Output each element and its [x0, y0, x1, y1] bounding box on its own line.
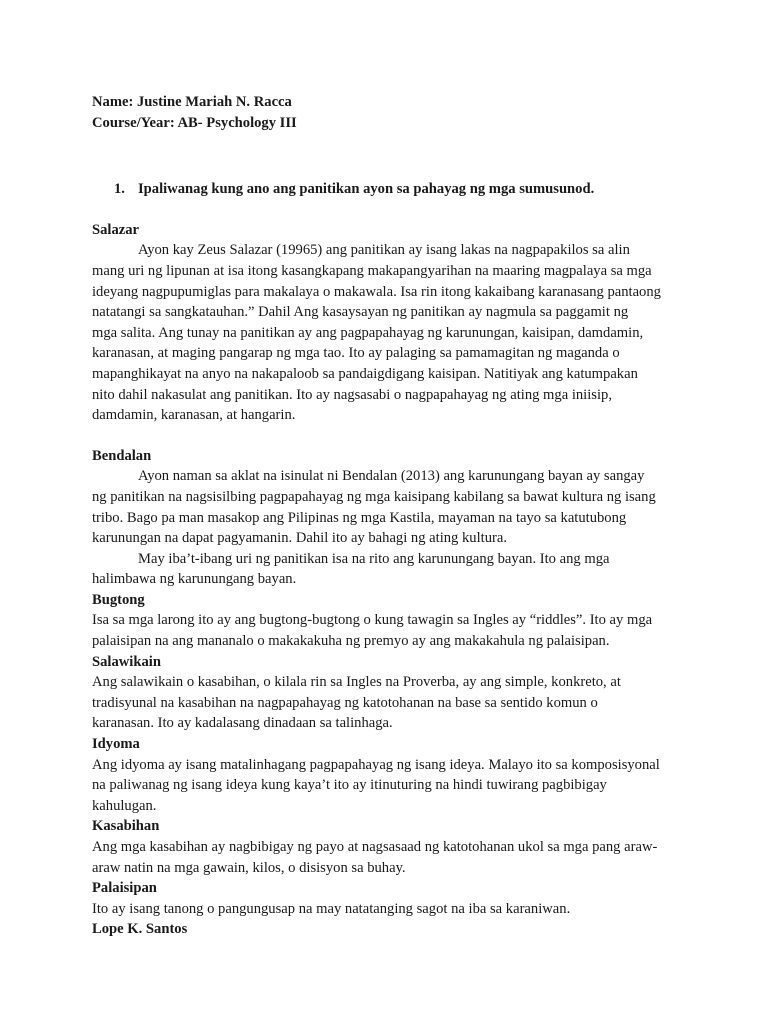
question-text: Ipaliwanag kung ano ang panitikan ayon sa pahayag ng mga sumusunod. — [138, 181, 595, 198]
paragraph-line: karunungan na dapat pagyamanin. Dahil ito ay bahagi ng ating kultura. — [92, 530, 507, 547]
paragraph-kasabihan — [92, 837, 676, 878]
paragraph-line: mang uri ng lipunan at isa itong kasangkapang makapangyarihan na maaring magpalaya sa mga — [92, 262, 652, 279]
paragraph-line: Ang mga kasabihan ay nagbibigay ng payo at nagsasaad ng katotohanan ukol sa mga pang araw- — [92, 839, 658, 855]
spacer — [92, 200, 676, 220]
paragraph-line: Isa sa mga larong ito ay ang bugtong-bugtong o kung tawagin sa Ingles ay “riddles”. Ito ay mga — [92, 612, 653, 629]
paragraph-line: karanasan, at maging pangarap ng mga tao. Ito ay palaging sa pamamagitan ng maganda o — [92, 345, 620, 362]
question-item — [92, 179, 676, 200]
paragraph-salazar — [92, 240, 676, 425]
paragraph-line: ideyang nagpupumiglas para makalaya o makawala. Isa rin itong kakaibang karanasang pantaong — [92, 283, 661, 300]
spacer — [92, 426, 676, 446]
paragraph-bugtong — [92, 610, 676, 651]
paragraph-salawikain — [92, 672, 676, 734]
section-heading-bendalan: Bendalan — [92, 447, 152, 464]
section-heading-palaisipan: Palaisipan — [92, 880, 157, 897]
section-heading-kasabihan: Kasabihan — [92, 818, 160, 835]
paragraph-line: tradisyunal na kasabihan na nagpapahayag ng katotohanan na base sa sentido komun o — [92, 694, 598, 711]
paragraph-bendalan — [92, 466, 676, 590]
paragraph-line: karanasan. Ito ay kadalasang dinadaan sa talinhaga. — [92, 715, 393, 732]
student-name: Name: Justine Mariah N. Racca — [92, 94, 292, 110]
paragraph-line: mapanghikayat na anyo na nakapaloob sa pandaigdigang kaisipan. Natitiyak ang katumpakan — [92, 365, 638, 382]
paragraph-line: mga salita. Ang tunay na panitikan ay ang pagpapahayag ng karunungan, kaisipan, damdamin, — [92, 324, 644, 341]
section-heading-bugtong: Bugtong — [92, 591, 145, 608]
paragraph-line: Ayon kay Zeus Salazar (19965) ang panitikan ay isang lakas na nagpapakilos sa alin — [138, 242, 630, 259]
question-number: 1. — [114, 181, 125, 198]
paragraph-line: halimbawa ng karunungang bayan. — [92, 571, 297, 588]
section-heading-santos: Lope K. Santos — [92, 921, 188, 938]
paragraph-line: Ayon naman sa aklat na isinulat ni Bendalan (2013) ang karunungang bayan ay sangay — [138, 468, 645, 485]
section-heading-idyoma: Idyoma — [92, 736, 140, 753]
paragraph-line: May iba’t-ibang uri ng panitikan isa na rito ang karunungang bayan. Ito ang mga — [138, 550, 610, 567]
paragraph-line: kahulugan. — [92, 797, 157, 814]
paragraph-line: tribo. Bago pa man masakop ang Pilipinas ng mga Kastila, mayaman na tayo sa katutubong — [92, 509, 627, 526]
paragraph-line: natatangi sa sangkatauhan.” Dahil Ang kasaysayan ng panitikan ay nagmula sa paggamit ng — [92, 304, 629, 321]
section-heading-salawikain: Salawikain — [92, 653, 161, 670]
section-heading-salazar: Salazar — [92, 221, 140, 238]
paragraph-line: na paliwanag ng isang ideya kung kaya’t ito ay itinuturing na hindi tuwirang pagbibigay — [92, 777, 607, 794]
paragraph-line: palaisipan na ang mananalo o makakakuha ng premyo ay ang makakahula ng palaisipan. — [92, 633, 610, 650]
spacer — [92, 133, 676, 179]
paragraph-line: nito dahil nakasulat ang panitikan. Ito ay nagsasabi o nagpapahayag ng ating mga iniisip, — [92, 386, 612, 403]
paragraph-line: Ang salawikain o kasabihan, o kilala rin sa Ingles na Proverba, ay ang simple, konkreto, at — [92, 674, 621, 691]
paragraph-palaisipan — [92, 899, 676, 920]
course-year: Course/Year: AB- Psychology III — [92, 114, 297, 131]
paragraph-idyoma — [92, 755, 676, 817]
paragraph-line: Ang idyoma ay isang matalinhagang pagpapahayag ng isang ideya. Malayo ito sa komposisyonal — [92, 756, 660, 773]
paragraph-line: damdamin, karanasan, at hangarin. — [92, 407, 296, 424]
paragraph-line: araw natin na mga gawain, kilos, o disisyon sa buhay. — [92, 859, 406, 876]
paragraph-line: Ito ay isang tanong o pangungusap na may natatanging sagot na iba sa karaniwan. — [92, 900, 571, 917]
paragraph-line: ng panitikan na nagsisilbing pagpapahayag ng mga kaisipang kabilang sa bawat kultura ng isang — [92, 488, 656, 505]
